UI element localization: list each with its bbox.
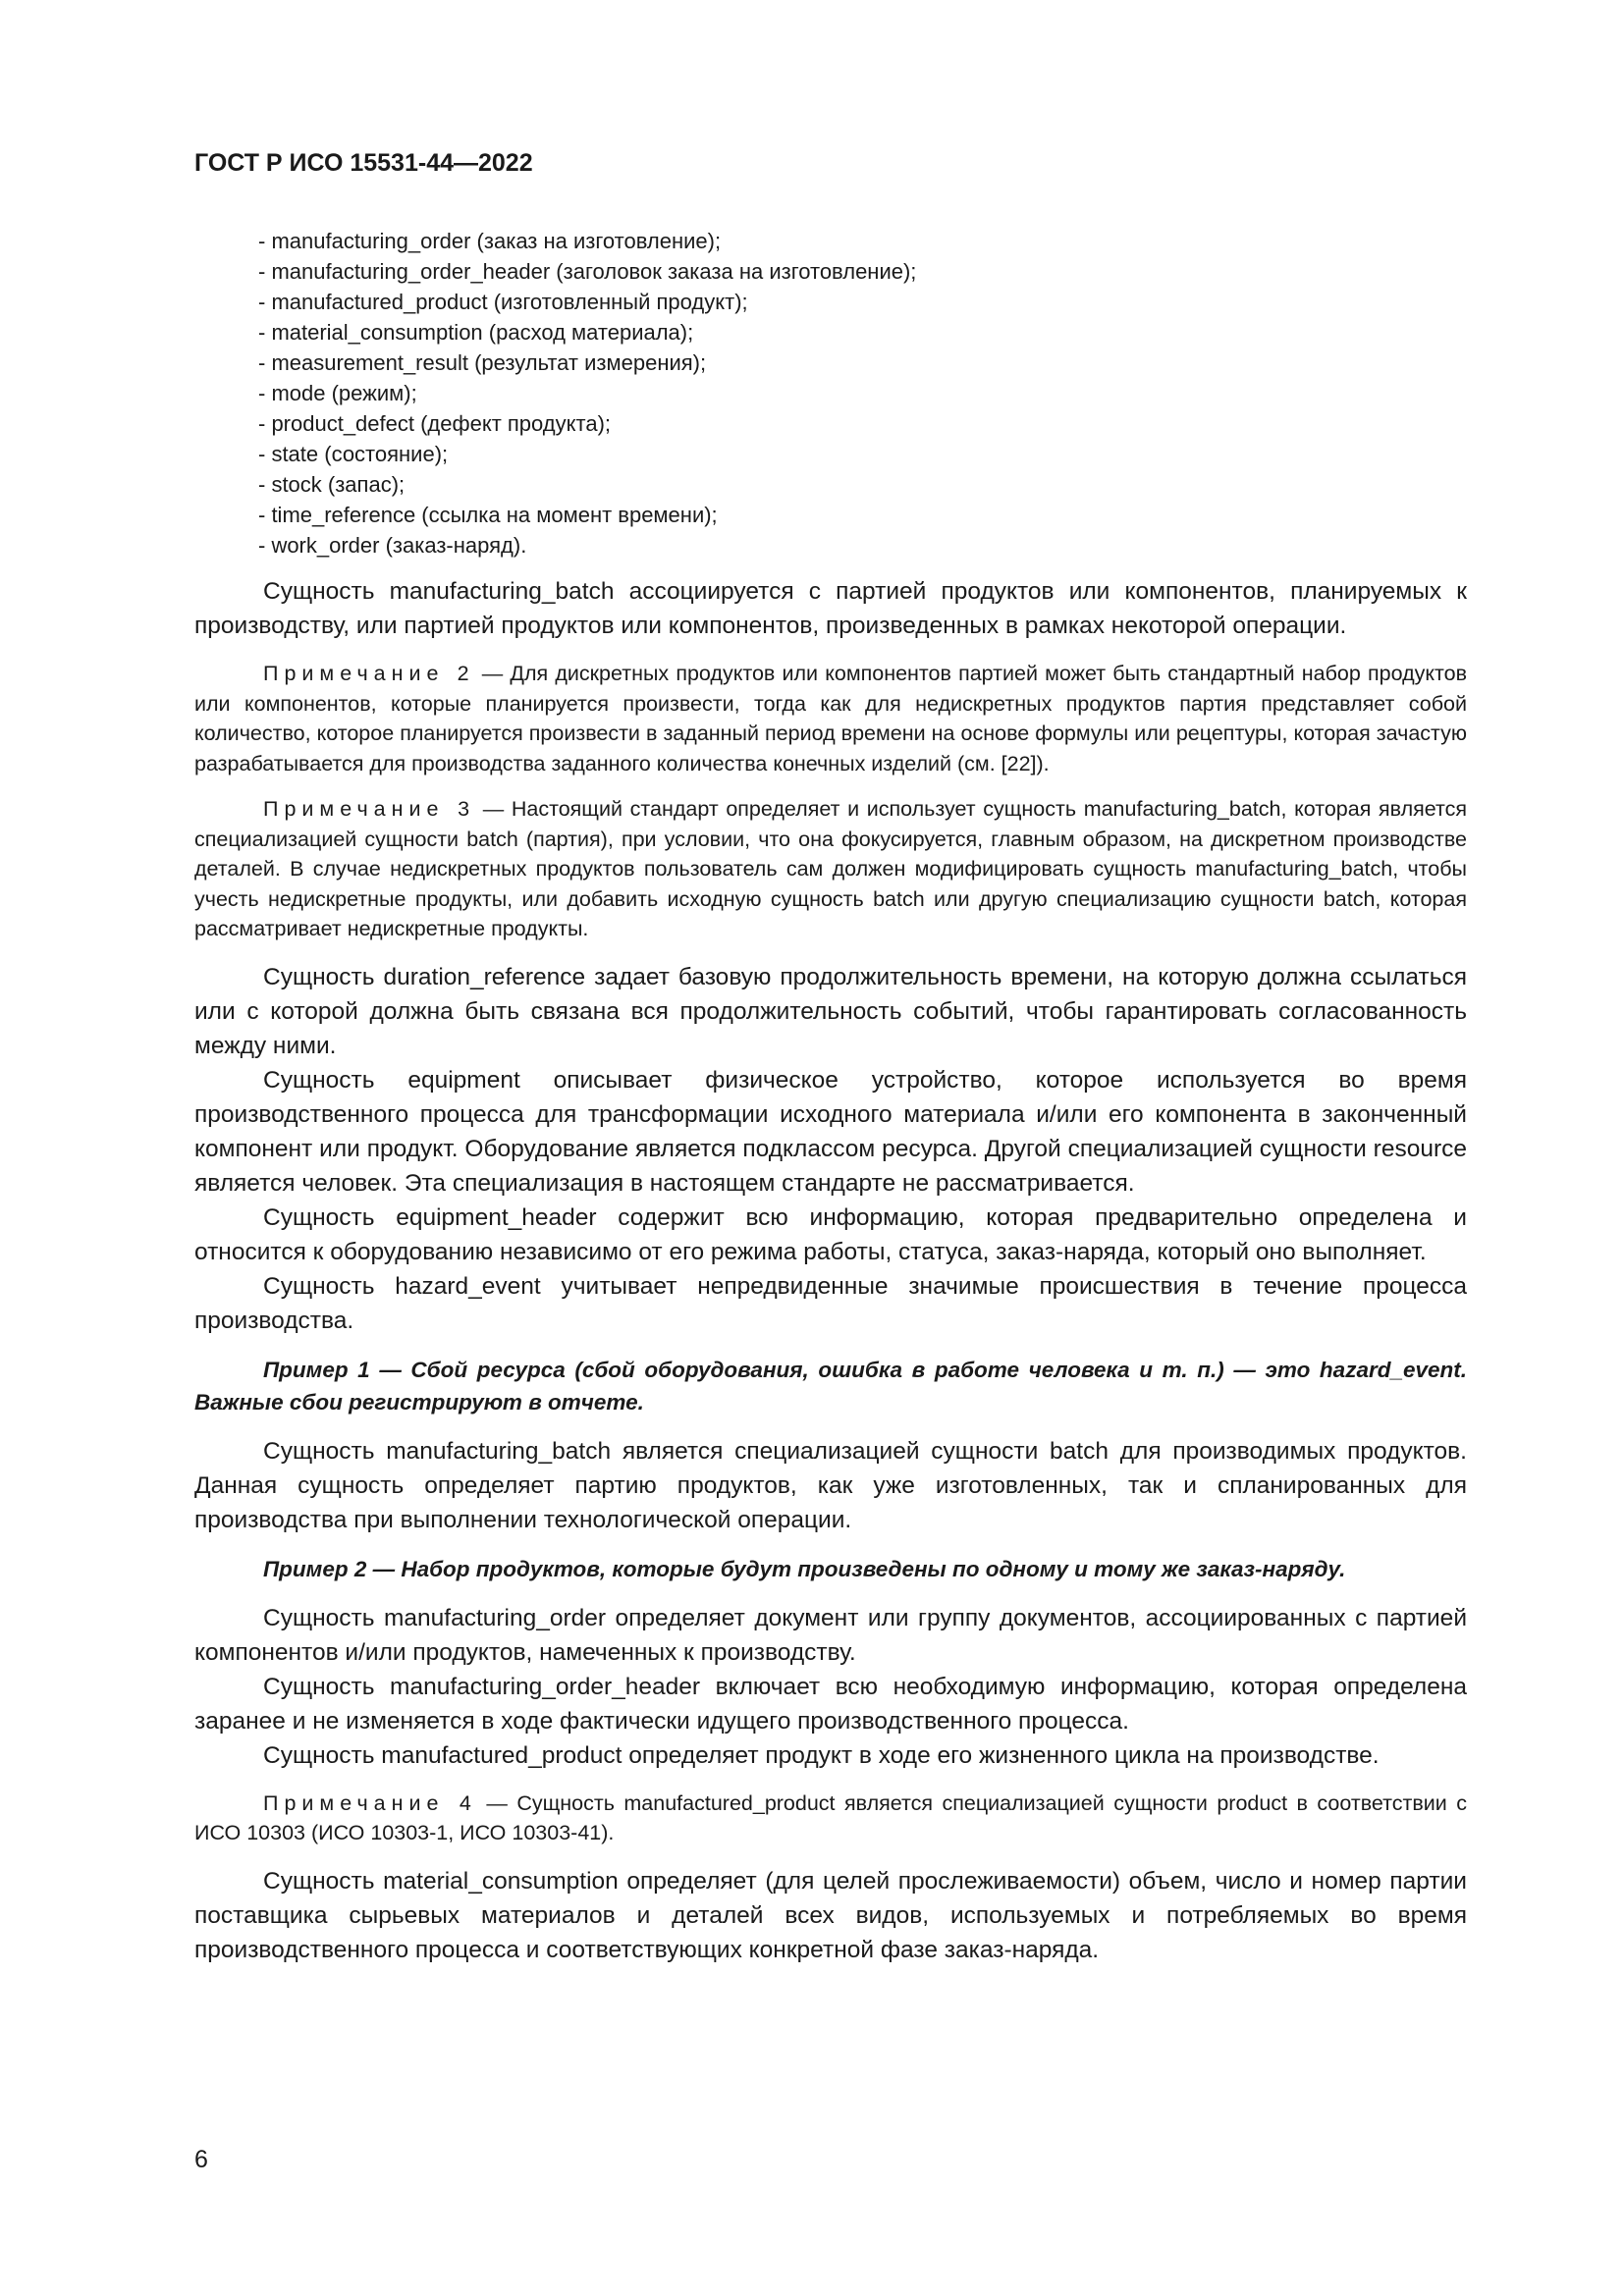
paragraph-manufacturing-order-header: Сущность manufacturing_order_header включает всю необходимую информацию, которая определена заранее и не изменяется в ходе фактически идущего производственного процесса. [194, 1673, 1467, 1735]
list-item: - manufactured_product (изготовленный продукт); [258, 290, 748, 314]
list-item: - manufacturing_order (заказ на изготовление); [258, 229, 722, 253]
note-text: — Настоящий стандарт определяет и использует сущность manufacturing_batch, которая является специализацией сущности batch (партия), при условии, что она фокусируется, главным образом, на дискретном производстве деталей. В случае недискретных продуктов пользователь сам должен модифицировать сущность manufacturing_batch, чтобы учесть недискретные продукты, или добавить исходную сущность batch или другую специализацию сущности batch, которая рассматривает недискретные продукты. [194, 797, 1468, 940]
paragraph-manufacturing-batch: Сущность manufacturing_batch ассоциируется с партией продуктов или компонентов, планируемых к производству, или партией продуктов или компонентов, произведенных в рамках некоторой операции. [194, 578, 1467, 639]
note-text: — Сущность manufactured_product является специализацией сущности product в соответствии с ИСО 10303 (ИСО 10303-1, ИСО 10303-41). [194, 1790, 1467, 1844]
note-text: — Для дискретных продуктов или компонентов партией может быть стандартный набор продуктов или компонентов, которые планируется произвести, тогда как для недискретных продуктов партия представляет собой количество, которое планируется произвести в заданный период времени на основе формулы или рецептуры, которая зачастую разрабатывается для производства заданного количества конечных изделий (см. [22]). [194, 662, 1468, 775]
list-item: - stock (запас); [258, 472, 406, 497]
note-3 [194, 794, 1467, 944]
note-label: Примечание 3 [263, 797, 476, 821]
entity-list [258, 226, 1535, 561]
paragraph-equipment: Сущность equipment описывает физическое устройство, которое используется во время производственного процесса для трансформации исходного материала и/или его компонента в законченный компонент или продукт. Оборудование является подклассом ресурса. Другой специализацией сущности resource является человек. Эта специализация в настоящем стандарте не рассматривается. [194, 1066, 1467, 1197]
paragraph-manufactured-product: Сущность manufactured_product определяет продукт в ходе его жизненного цикла на производстве. [263, 1741, 1380, 1769]
list-item: - material_consumption (расход материала); [258, 320, 694, 345]
body-text [194, 574, 1467, 1967]
note-4 [194, 1789, 1467, 1848]
standard-header: ГОСТ Р ИСО 15531-44—2022 [194, 149, 533, 177]
list-item: - mode (режим); [258, 381, 417, 405]
list-item: - state (состояние); [258, 442, 449, 466]
paragraph-duration-reference: Сущность duration_reference задает базовую продолжительность времени, на которую должна ссылаться или с которой должна быть связана вся продолжительность событий, чтобы гарантировать согласованность между ними. [194, 963, 1467, 1059]
list-item: - product_defect (дефект продукта); [258, 411, 612, 436]
paragraph-material-consumption: Сущность material_consumption определяет (для целей прослеживаемости) объем, число и номер партии поставщика сырьевых материалов и деталей всех видов, используемых и потребляемых во время производственного процесса и соответствующих конкретной фазе заказ-наряда. [194, 1867, 1467, 1963]
paragraph-hazard-event: Сущность hazard_event учитывает непредвиденные значимые происшествия в течение процесса производства. [194, 1272, 1467, 1334]
paragraph-manufacturing-batch-2: Сущность manufacturing_batch является специализацией сущности batch для производимых продуктов. Данная сущность определяет партию продуктов, как уже изготовленных, так и спланированных для производства при выполнении технологической операции. [194, 1437, 1467, 1533]
page-number: 6 [194, 2146, 208, 2173]
note-2 [194, 659, 1467, 778]
note-label: Примечание 2 [263, 662, 475, 685]
example-2: Пример 2 — Набор продуктов, которые будут произведены по одному и тому же заказ-наряду. [263, 1556, 1346, 1581]
list-item: - work_order (заказ-наряд). [258, 533, 527, 558]
paragraph-manufacturing-order: Сущность manufacturing_order определяет документ или группу документов, ассоциированных с партией компонентов и/или продуктов, намеченных к производству. [194, 1604, 1467, 1666]
example-1: Пример 1 — Сбой ресурса (сбой оборудования, ошибка в работе человека и т. п.) — это hazard_event. Важные сбои регистрируют в отчете. [194, 1357, 1467, 1415]
note-label: Примечание 4 [263, 1790, 477, 1815]
list-item: - manufacturing_order_header (заголовок заказа на изготовление); [258, 259, 917, 284]
list-item: - time_reference (ссылка на момент времени); [258, 503, 718, 527]
paragraph-equipment-header: Сущность equipment_header содержит всю информацию, которая предварительно определена и относится к оборудованию независимо от его режима работы, статуса, заказ-наряда, который оно выполняет. [194, 1203, 1467, 1265]
list-item: - measurement_result (результат измерения); [258, 350, 707, 375]
